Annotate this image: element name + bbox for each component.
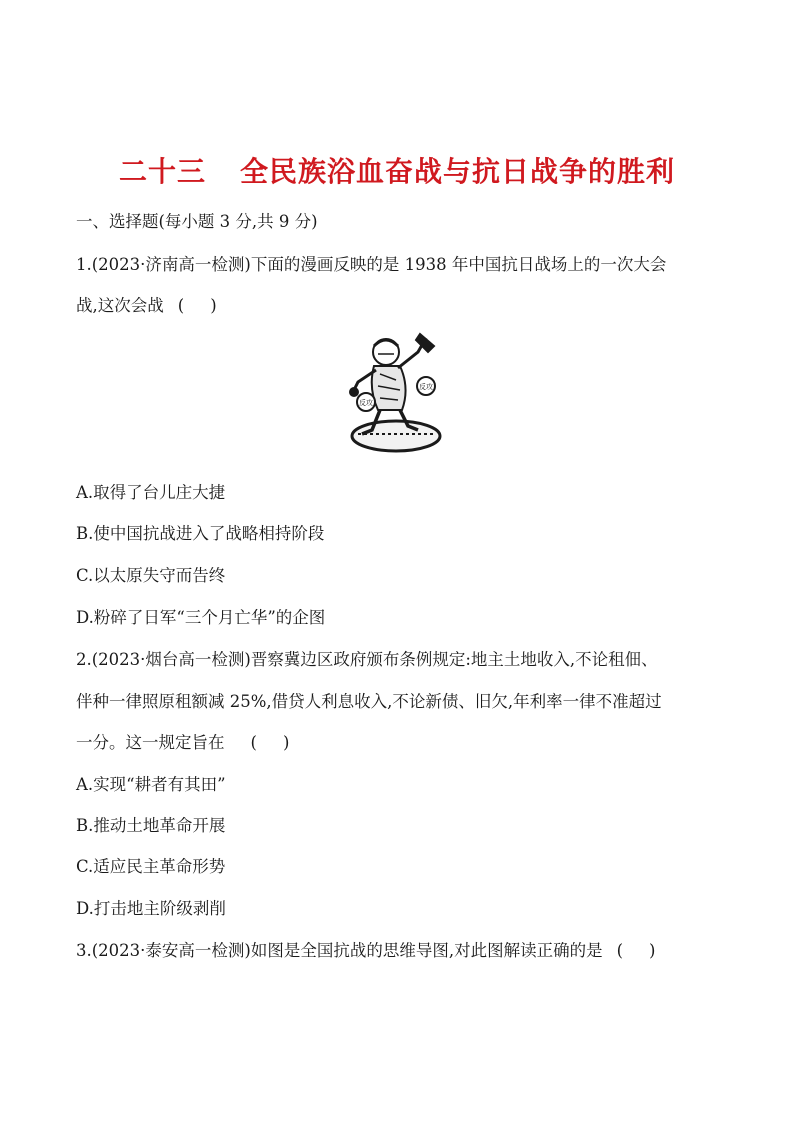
question-2-option-a: A.实现“耕者有其田” — [76, 775, 226, 794]
answer-bracket: ( ) — [250, 733, 290, 752]
question-1-stem-line-2: 战,这次会战 ( ) — [76, 294, 726, 318]
question-2-option-d: D.打击地主阶级剥削 — [76, 899, 226, 918]
question-1-option-a: A.取得了台儿庄大捷 — [76, 483, 226, 502]
cartoon-figure — [344, 330, 452, 460]
answer-bracket: ( ) — [177, 296, 217, 315]
question-2-stem-line-3: 一分。这一规定旨在 ( ) — [76, 731, 726, 755]
question-2-option-b: B.推动土地革命开展 — [76, 816, 226, 835]
cartoon-label-right: 反攻 — [419, 383, 433, 391]
title-number: 二十三 — [118, 155, 206, 188]
question-1-option-c: C.以太原失守而告终 — [76, 566, 226, 585]
question-2-stem-line-2: 伴种一律照原租额减 25%,借贷人利息收入,不论新债、旧欠,年利率一律不准超过 — [76, 692, 662, 711]
question-3-stem-line-1: 3.(2023·泰安高一检测)如图是全国抗战的思维导图,对此图解读正确的是 ( ) — [76, 939, 726, 963]
question-2-option-c: C.适应民主革命形势 — [76, 857, 226, 876]
title-text: 全民族浴血奋战与抗日战争的胜利 — [240, 155, 676, 188]
section-heading: 一、选择题(每小题 3 分,共 9 分) — [76, 212, 318, 231]
question-1-option-b: B.使中国抗战进入了战略相持阶段 — [76, 524, 325, 543]
page-title — [0, 150, 794, 190]
answer-bracket: ( ) — [616, 941, 656, 960]
question-1-stem-line-1: 1.(2023·济南高一检测)下面的漫画反映的是 1938 年中国抗日战场上的一次大会 — [76, 255, 667, 274]
question-2-stem-line-1: 2.(2023·烟台高一检测)晋察冀边区政府颁布条例规定:地主土地收入,不论租佃、 — [76, 650, 658, 669]
question-1-option-d: D.粉碎了日军“三个月亡华”的企图 — [76, 608, 326, 627]
cartoon-label-left: 反攻 — [359, 399, 373, 407]
